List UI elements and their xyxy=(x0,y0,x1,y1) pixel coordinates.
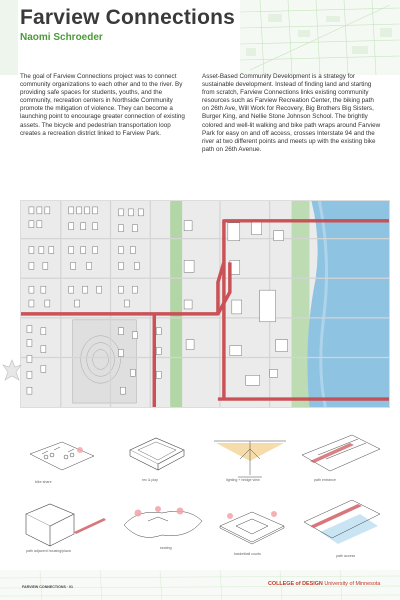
header-map-texture xyxy=(240,0,400,75)
adjacent-housing-diagram xyxy=(18,492,108,554)
strategy-paragraph: Asset-Based Community Development is a strategy for sustainable development. Instead of finding land and starting from scratch, Farview Connections links existing community resources such as Farview Recreation Center, the biking path on 26th Ave, Will Work for Recovery, Big Brothers Big Sisters, Burger King, and Nellie Stone Johnson School. The brightly colored and well-lit walking and bike path wraps around Farview Park for easy on and off access, crosses Interstate 94 and the river at two different points and meets up with the existing bike path on 26th Avenue. xyxy=(202,73,381,153)
diagram-label-bike-share: bike share xyxy=(35,480,52,484)
page-title: Farview Connections xyxy=(20,6,236,29)
seating-diagram xyxy=(118,495,208,550)
path-access-diagram xyxy=(300,492,386,556)
intro-paragraph: The goal of Farview Connections project was to connect community organizations to each other and to the river. By providing safe spaces for students, youths, and the community, recreation centers in Northside Community promote the mitigation of violence. They can become a launching point to encourage greater connection of existing assets. The bicycle and pedestrian transportation loop creates a recreation district linked to Farview Park. xyxy=(20,73,185,137)
diagram-label-path-entrance: path entrance xyxy=(314,478,336,482)
basketball-courts-diagram xyxy=(212,500,292,555)
header-map-texture-left xyxy=(0,0,18,75)
diagram-label-seating: seating xyxy=(160,546,172,550)
college-name: COLLEGE of DESIGN xyxy=(268,581,323,587)
diagram-label-housing: path adjacent housing/plaza xyxy=(26,549,71,553)
lighting-bridge-diagram xyxy=(210,425,290,485)
site-map xyxy=(20,200,390,408)
author-name: Naomi Schroeder xyxy=(20,32,103,43)
diagram-label-path-access: path access xyxy=(336,554,356,558)
poster-footer-label: FARVIEW CONNECTIONS · 01 xyxy=(22,585,74,589)
rec-play-diagram xyxy=(120,430,190,480)
bike-share-diagram xyxy=(22,420,102,482)
bird-logo xyxy=(2,358,22,386)
diagram-label-basketball: basketball courts xyxy=(234,552,261,556)
diagram-label-rec-play: rec & play xyxy=(142,478,158,482)
university-name: University of Minnesota xyxy=(324,581,381,587)
path-entrance-diagram xyxy=(296,425,386,485)
college-logo xyxy=(268,581,380,587)
diagram-label-lighting: lighting + bridge view xyxy=(226,478,260,482)
